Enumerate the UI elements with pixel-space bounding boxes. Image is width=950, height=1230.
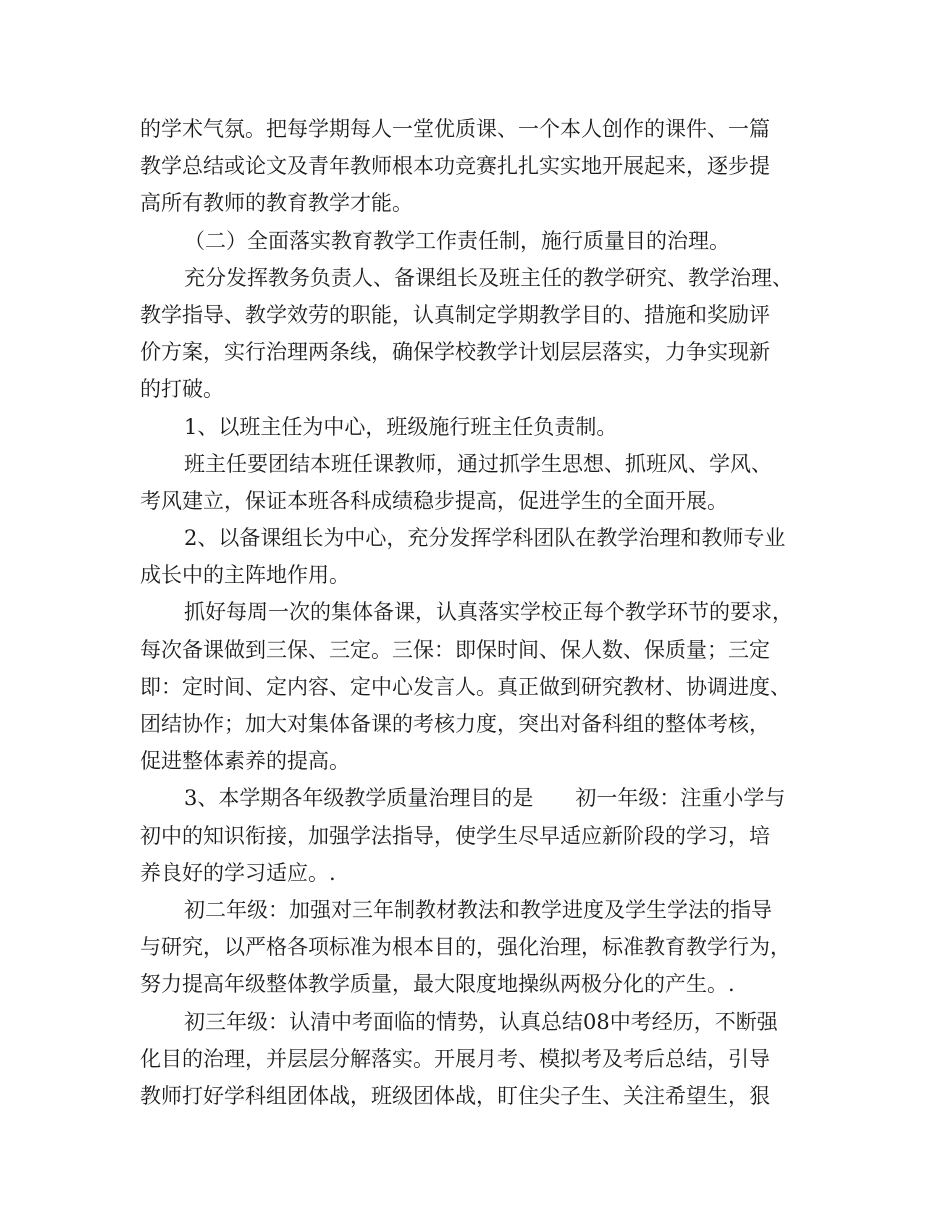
text-line: 化目的治理，并层层分解落实。开展月考、模拟考及考后总结，引导 [140,1046,770,1071]
text-line: 教学总结或论文及青年教师根本功竞赛扎扎实实地开展起来，逐步提 [140,154,770,179]
text-line: 班主任要团结本班任课教师，通过抓学生思想、抓班风、学风、 [184,451,772,476]
text-line: 2、以备课组长为中心，充分发挥学科团队在教学治理和教师专业 [184,526,786,551]
text-line: 成长中的主阵地作用。 [140,563,350,588]
text-line: 充分发挥教务负责人、备课组长及班主任的教学研究、教学治理、 [184,265,793,290]
text-line: 初二年级：加强对三年制教材教法和教学进度及学生学法的指导 [184,897,772,922]
text-line: 考风建立，保证本班各科成绩稳步提高，促进学生的全面开展。 [140,488,728,513]
text-line: 每次备课做到三保、三定。三保：即保时间、保人数、保质量；三定 [140,637,770,662]
text-line: 抓好每周一次的集体备课，认真落实学校正每个教学环节的要求， [184,600,793,625]
text-line: 初三年级：认清中考面临的情势，认真总结08中考经历，不断强 [184,1009,778,1034]
text-line: 的打破。 [140,377,224,402]
text-line: 教师打好学科组团体战，班级团体战，盯住尖子生、关注希望生，狠 [140,1083,770,1108]
text-line: 1、以班主任为中心，班级施行班主任负责制。 [184,414,618,439]
text-line: 价方案，实行治理两条线，确保学校教学计划层层落实，力争实现新 [140,340,770,365]
text-line: 初中的知识衔接，加强学法指导，使学生尽早适应新阶段的学习，培 [140,823,770,848]
text-line: 的学术气氛。把每学期每人一堂优质课、一个本人创作的课件、一篇 [140,117,770,141]
text-line: 养良好的学习适应。. [140,860,336,885]
text-line: 努力提高年级整体教学质量，最大限度地操纵两极分化的产生。. [140,972,735,997]
text-line: （二）全面落实教育教学工作责任制，施行质量目的治理。 [184,228,730,253]
text-line: 高所有教师的教育教学才能。 [140,191,413,216]
text-line: 3、本学期各年级教学质量治理目的是 初一年级：注重小学与 [184,786,786,811]
text-line: 教学指导、教学效劳的职能，认真制定学期教学目的、措施和奖励评 [140,302,770,327]
text-line: 团结协作；加大对集体备课的考核力度，突出对备科组的整体考核， [140,712,770,736]
text-line: 即：定时间、定内容、定中心发言人。真正做到研究教材、协调进度、 [140,674,791,699]
text-line: 与研究，以严格各项标准为根本目的，强化治理，标准教育教学行为， [140,935,791,960]
document-body [140,111,830,1115]
text-line: 促进整体素养的提高。 [140,749,350,774]
